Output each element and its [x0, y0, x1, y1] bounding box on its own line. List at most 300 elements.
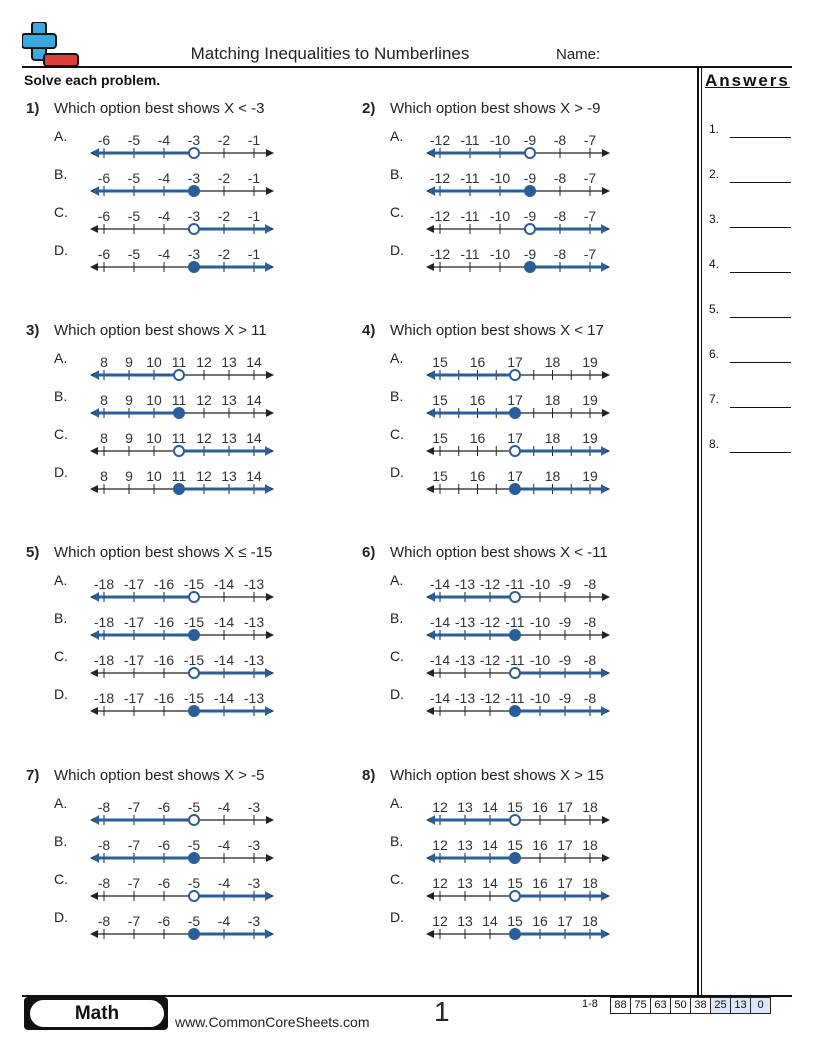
answer-row: [709, 302, 793, 322]
tick-label: 10: [146, 354, 162, 370]
tick-label: -12: [429, 132, 451, 148]
number-line: [426, 569, 610, 609]
tick-label: -4: [217, 913, 231, 929]
right-arrow-icon: [266, 854, 274, 862]
tick-label: -9: [523, 208, 537, 224]
tick-label: -13: [454, 652, 476, 668]
tick-label: -12: [429, 208, 451, 224]
closed-point: [174, 484, 184, 494]
ray-arrow-icon: [428, 630, 435, 640]
score-cell: 75: [631, 997, 651, 1014]
answer-blank[interactable]: [730, 137, 791, 138]
tick-label: -14: [213, 690, 235, 706]
option-b[interactable]: [362, 166, 682, 204]
tick-label: -6: [97, 132, 111, 148]
tick-label: -9: [558, 614, 572, 630]
logo-plus-minus-icon: [22, 22, 80, 68]
tick-label: -3: [187, 132, 201, 148]
tick-label: -2: [217, 246, 231, 262]
tick-label: -5: [127, 170, 141, 186]
option-d[interactable]: [362, 464, 682, 502]
option-letter: A.: [390, 572, 404, 588]
tick-label: -13: [243, 690, 265, 706]
name-label: Name:: [556, 46, 601, 63]
problem-question: Which option best shows X < -11: [390, 544, 608, 561]
answer-blank[interactable]: [730, 362, 791, 363]
left-arrow-icon: [426, 892, 434, 900]
tick-label: 18: [582, 913, 598, 929]
ray-arrow-icon: [265, 706, 272, 716]
left-arrow-icon: [90, 669, 98, 677]
tick-label: -5: [187, 799, 201, 815]
option-b[interactable]: [26, 388, 346, 426]
tick-label: 14: [482, 837, 498, 853]
answer-number: 1.: [709, 122, 720, 136]
tick-label: -11: [460, 246, 480, 262]
tick-label: -8: [583, 614, 597, 630]
tick-label: -10: [489, 132, 511, 148]
ray-arrow-icon: [428, 148, 435, 158]
tick-label: 15: [432, 392, 448, 408]
ray-arrow-icon: [265, 262, 272, 272]
left-arrow-icon: [90, 485, 98, 493]
answer-blank[interactable]: [730, 407, 791, 408]
ray-arrow-icon: [601, 706, 608, 716]
tick-label: 16: [532, 913, 548, 929]
tick-label: -10: [529, 652, 551, 668]
ray-arrow-icon: [428, 370, 435, 380]
left-arrow-icon: [426, 225, 434, 233]
tick-label: -14: [429, 614, 451, 630]
ray-arrow-icon: [428, 408, 435, 418]
tick-label: 16: [469, 392, 486, 408]
problem-question: Which option best shows X < -3: [54, 100, 265, 117]
option-c[interactable]: [26, 871, 346, 909]
open-point: [189, 891, 199, 901]
tick-label: 14: [482, 799, 498, 815]
tick-label: 11: [171, 354, 187, 370]
option-a[interactable]: [26, 572, 346, 610]
number-line: [426, 792, 610, 832]
tick-label: -17: [123, 652, 145, 668]
option-letter: A.: [54, 128, 68, 144]
tick-label: 18: [544, 430, 561, 446]
tick-label: 17: [557, 799, 573, 815]
tick-label: -5: [187, 837, 201, 853]
right-arrow-icon: [266, 816, 274, 824]
left-arrow-icon: [90, 707, 98, 715]
brand-label: Math: [30, 1000, 164, 1027]
number-line: [426, 683, 610, 723]
closed-point: [525, 262, 535, 272]
ray-arrow-icon: [92, 630, 99, 640]
open-point: [189, 668, 199, 678]
number-line: [90, 792, 274, 832]
option-d[interactable]: [362, 909, 682, 947]
tick-label: -13: [243, 576, 265, 592]
problem-1: [26, 100, 346, 300]
ray-arrow-icon: [601, 484, 608, 494]
option-letter: A.: [54, 350, 68, 366]
tick-label: -4: [157, 170, 171, 186]
ray-arrow-icon: [265, 668, 272, 678]
option-letter: B.: [54, 610, 68, 626]
tick-label: -6: [157, 875, 171, 891]
tick-label: 13: [457, 875, 473, 891]
tick-label: -1: [247, 208, 261, 224]
score-cell: 0: [751, 997, 771, 1014]
tick-label: 13: [221, 430, 237, 446]
option-a[interactable]: [362, 128, 682, 166]
score-table: [610, 997, 771, 1014]
option-letter: D.: [390, 909, 404, 925]
open-point: [189, 815, 199, 825]
tick-label: 16: [532, 837, 548, 853]
score-cell: 38: [691, 997, 711, 1014]
tick-label: -12: [479, 690, 501, 706]
left-arrow-icon: [426, 263, 434, 271]
ray-arrow-icon: [265, 224, 272, 234]
tick-label: -3: [247, 837, 261, 853]
number-line: [90, 645, 274, 685]
tick-label: -3: [247, 799, 261, 815]
option-letter: B.: [54, 388, 68, 404]
answer-column-divider: [697, 68, 699, 996]
problem-question: Which option best shows X > 15: [390, 767, 604, 784]
left-arrow-icon: [426, 485, 434, 493]
tick-label: 17: [507, 468, 523, 484]
open-point: [525, 224, 535, 234]
right-arrow-icon: [266, 409, 274, 417]
option-c[interactable]: [26, 648, 346, 686]
ray-arrow-icon: [428, 815, 435, 825]
tick-label: 14: [246, 468, 262, 484]
option-a[interactable]: [362, 795, 682, 833]
worksheet-title: Matching Inequalities to Numberlines: [190, 44, 470, 63]
tick-label: -9: [523, 246, 537, 262]
tick-label: -5: [187, 875, 201, 891]
tick-label: 18: [582, 875, 598, 891]
score-cell: 88: [610, 997, 631, 1014]
tick-label: -14: [213, 652, 235, 668]
tick-label: 16: [469, 430, 486, 446]
tick-label: -12: [479, 576, 501, 592]
open-point: [189, 224, 199, 234]
tick-label: -6: [157, 913, 171, 929]
tick-label: -4: [157, 132, 171, 148]
tick-label: -7: [127, 799, 141, 815]
tick-label: -10: [489, 246, 511, 262]
number-line: [426, 239, 610, 279]
option-letter: D.: [54, 464, 68, 480]
tick-label: 15: [507, 837, 523, 853]
answer-number: 3.: [709, 212, 720, 226]
problem-5: [26, 544, 346, 744]
open-point: [189, 592, 199, 602]
option-c[interactable]: [362, 204, 682, 242]
tick-label: -6: [97, 208, 111, 224]
number-line: [426, 163, 610, 203]
answer-blank[interactable]: [730, 317, 791, 318]
tick-label: 19: [582, 354, 598, 370]
number-line: [90, 461, 274, 501]
option-letter: C.: [54, 648, 68, 664]
tick-label: -11: [505, 652, 525, 668]
option-b[interactable]: [362, 610, 682, 648]
tick-label: 12: [432, 837, 448, 853]
tick-label: 13: [221, 468, 237, 484]
tick-label: 14: [482, 875, 498, 891]
left-arrow-icon: [426, 930, 434, 938]
option-b[interactable]: [362, 388, 682, 426]
tick-label: 16: [469, 354, 486, 370]
tick-label: -10: [529, 576, 551, 592]
tick-label: 18: [544, 468, 561, 484]
number-line: [426, 607, 610, 647]
left-arrow-icon: [426, 707, 434, 715]
tick-label: -7: [583, 208, 597, 224]
option-c[interactable]: [362, 648, 682, 686]
closed-point: [174, 408, 184, 418]
tick-label: -14: [429, 652, 451, 668]
tick-label: -4: [217, 837, 231, 853]
answer-number: 7.: [709, 392, 720, 406]
header-divider: [22, 66, 792, 68]
ray-arrow-icon: [601, 446, 608, 456]
tick-label: 11: [171, 392, 187, 408]
tick-label: -18: [93, 652, 115, 668]
closed-point: [510, 929, 520, 939]
answer-row: [709, 347, 793, 367]
tick-label: -16: [153, 652, 175, 668]
option-letter: A.: [390, 350, 404, 366]
left-arrow-icon: [90, 263, 98, 271]
tick-label: 9: [125, 468, 133, 484]
tick-label: 14: [246, 392, 262, 408]
tick-label: 13: [457, 913, 473, 929]
problem-number: 2): [362, 100, 376, 117]
problem-number: 5): [26, 544, 40, 561]
option-letter: C.: [54, 871, 68, 887]
option-a[interactable]: [362, 350, 682, 388]
answer-row: [709, 167, 793, 187]
tick-label: 13: [457, 837, 473, 853]
tick-label: 9: [125, 430, 133, 446]
number-line: [426, 385, 610, 425]
answer-blank[interactable]: [730, 227, 791, 228]
tick-label: 12: [432, 913, 448, 929]
option-d[interactable]: [26, 242, 346, 280]
ray-arrow-icon: [92, 592, 99, 602]
tick-label: 8: [100, 430, 108, 446]
problem-number: 8): [362, 767, 376, 784]
option-c[interactable]: [26, 426, 346, 464]
tick-label: -4: [217, 799, 231, 815]
option-letter: D.: [390, 686, 404, 702]
tick-label: -15: [183, 690, 205, 706]
number-line: [426, 347, 610, 387]
tick-label: -5: [127, 208, 141, 224]
number-line: [90, 569, 274, 609]
tick-label: -8: [97, 913, 111, 929]
option-d[interactable]: [26, 686, 346, 724]
option-c[interactable]: [362, 426, 682, 464]
problem-number: 7): [26, 767, 40, 784]
number-line: [426, 645, 610, 685]
right-arrow-icon: [266, 371, 274, 379]
tick-label: -16: [153, 614, 175, 630]
tick-label: -12: [429, 170, 451, 186]
tick-label: 8: [100, 392, 108, 408]
tick-label: 9: [125, 392, 133, 408]
option-a[interactable]: [362, 572, 682, 610]
number-line: [426, 906, 610, 946]
tick-label: -8: [553, 132, 567, 148]
score-cell: 50: [671, 997, 691, 1014]
tick-label: 16: [532, 875, 548, 891]
option-letter: D.: [54, 686, 68, 702]
option-letter: C.: [390, 648, 404, 664]
tick-label: -17: [123, 690, 145, 706]
right-arrow-icon: [602, 149, 610, 157]
open-point: [510, 370, 520, 380]
option-d[interactable]: [362, 242, 682, 280]
website-link[interactable]: www.CommonCoreSheets.com: [175, 1014, 370, 1030]
ray-arrow-icon: [265, 891, 272, 901]
answer-blank[interactable]: [730, 452, 791, 453]
answer-number: 5.: [709, 302, 720, 316]
tick-label: -8: [583, 576, 597, 592]
option-b[interactable]: [26, 166, 346, 204]
answer-blank[interactable]: [730, 272, 791, 273]
tick-label: 12: [432, 875, 448, 891]
tick-label: 14: [246, 430, 262, 446]
ray-arrow-icon: [601, 668, 608, 678]
tick-label: -8: [553, 170, 567, 186]
option-b[interactable]: [26, 833, 346, 871]
tick-label: -7: [127, 913, 141, 929]
tick-label: -1: [247, 132, 261, 148]
option-b[interactable]: [26, 610, 346, 648]
answer-row: [709, 257, 793, 277]
tick-label: -7: [127, 875, 141, 891]
tick-label: 11: [171, 430, 187, 446]
tick-label: -1: [247, 170, 261, 186]
tick-label: 16: [469, 468, 486, 484]
tick-label: -5: [127, 132, 141, 148]
tick-label: 12: [196, 354, 212, 370]
problem-number: 3): [26, 322, 40, 339]
left-arrow-icon: [90, 892, 98, 900]
tick-label: -13: [454, 690, 476, 706]
closed-point: [189, 929, 199, 939]
answers-title: Answers: [705, 71, 790, 90]
number-line: [90, 423, 274, 463]
open-point: [510, 891, 520, 901]
tick-label: 16: [532, 799, 548, 815]
tick-label: -18: [93, 614, 115, 630]
tick-label: -15: [183, 614, 205, 630]
tick-label: -2: [217, 170, 231, 186]
ray-arrow-icon: [601, 891, 608, 901]
option-a[interactable]: [26, 795, 346, 833]
ray-arrow-icon: [92, 408, 99, 418]
option-a[interactable]: [26, 350, 346, 388]
option-letter: D.: [390, 464, 404, 480]
right-arrow-icon: [602, 631, 610, 639]
number-line: [426, 461, 610, 501]
tick-label: -9: [558, 690, 572, 706]
closed-point: [189, 186, 199, 196]
number-line: [90, 830, 274, 870]
option-letter: A.: [390, 795, 404, 811]
ray-arrow-icon: [92, 186, 99, 196]
tick-label: -4: [217, 875, 231, 891]
open-point: [510, 592, 520, 602]
tick-label: -9: [523, 170, 537, 186]
instructions: Solve each problem.: [24, 72, 161, 88]
answer-blank[interactable]: [730, 182, 791, 183]
number-line: [426, 125, 610, 165]
tick-label: -11: [505, 690, 525, 706]
ray-arrow-icon: [92, 370, 99, 380]
number-line: [90, 125, 274, 165]
number-line: [90, 385, 274, 425]
tick-label: 9: [125, 354, 133, 370]
problem-question: Which option best shows X > 11: [54, 322, 267, 339]
option-d[interactable]: [26, 464, 346, 502]
answer-row: [709, 212, 793, 232]
tick-label: -16: [153, 690, 175, 706]
right-arrow-icon: [602, 409, 610, 417]
option-letter: A.: [54, 572, 68, 588]
tick-label: -14: [429, 576, 451, 592]
problem-2: [362, 100, 682, 300]
tick-label: -8: [97, 875, 111, 891]
closed-point: [510, 630, 520, 640]
option-a[interactable]: [26, 128, 346, 166]
ray-arrow-icon: [601, 262, 608, 272]
option-letter: D.: [54, 909, 68, 925]
tick-label: -12: [429, 246, 451, 262]
answer-row: [709, 392, 793, 412]
tick-label: -4: [157, 208, 171, 224]
closed-point: [189, 262, 199, 272]
score-range: 1-8: [582, 998, 598, 1010]
closed-point: [189, 706, 199, 716]
tick-label: 15: [432, 430, 448, 446]
ray-arrow-icon: [428, 186, 435, 196]
tick-label: -1: [247, 246, 261, 262]
option-c[interactable]: [26, 204, 346, 242]
option-b[interactable]: [362, 833, 682, 871]
option-d[interactable]: [362, 686, 682, 724]
right-arrow-icon: [602, 593, 610, 601]
option-c[interactable]: [362, 871, 682, 909]
open-point: [189, 148, 199, 158]
answer-row: [709, 122, 793, 142]
tick-label: -2: [217, 208, 231, 224]
tick-label: -6: [157, 799, 171, 815]
tick-label: 18: [544, 354, 561, 370]
tick-label: 15: [507, 875, 523, 891]
tick-label: 10: [146, 392, 162, 408]
tick-label: -5: [187, 913, 201, 929]
ray-arrow-icon: [265, 446, 272, 456]
tick-label: -15: [183, 652, 205, 668]
ray-arrow-icon: [92, 148, 99, 158]
option-d[interactable]: [26, 909, 346, 947]
